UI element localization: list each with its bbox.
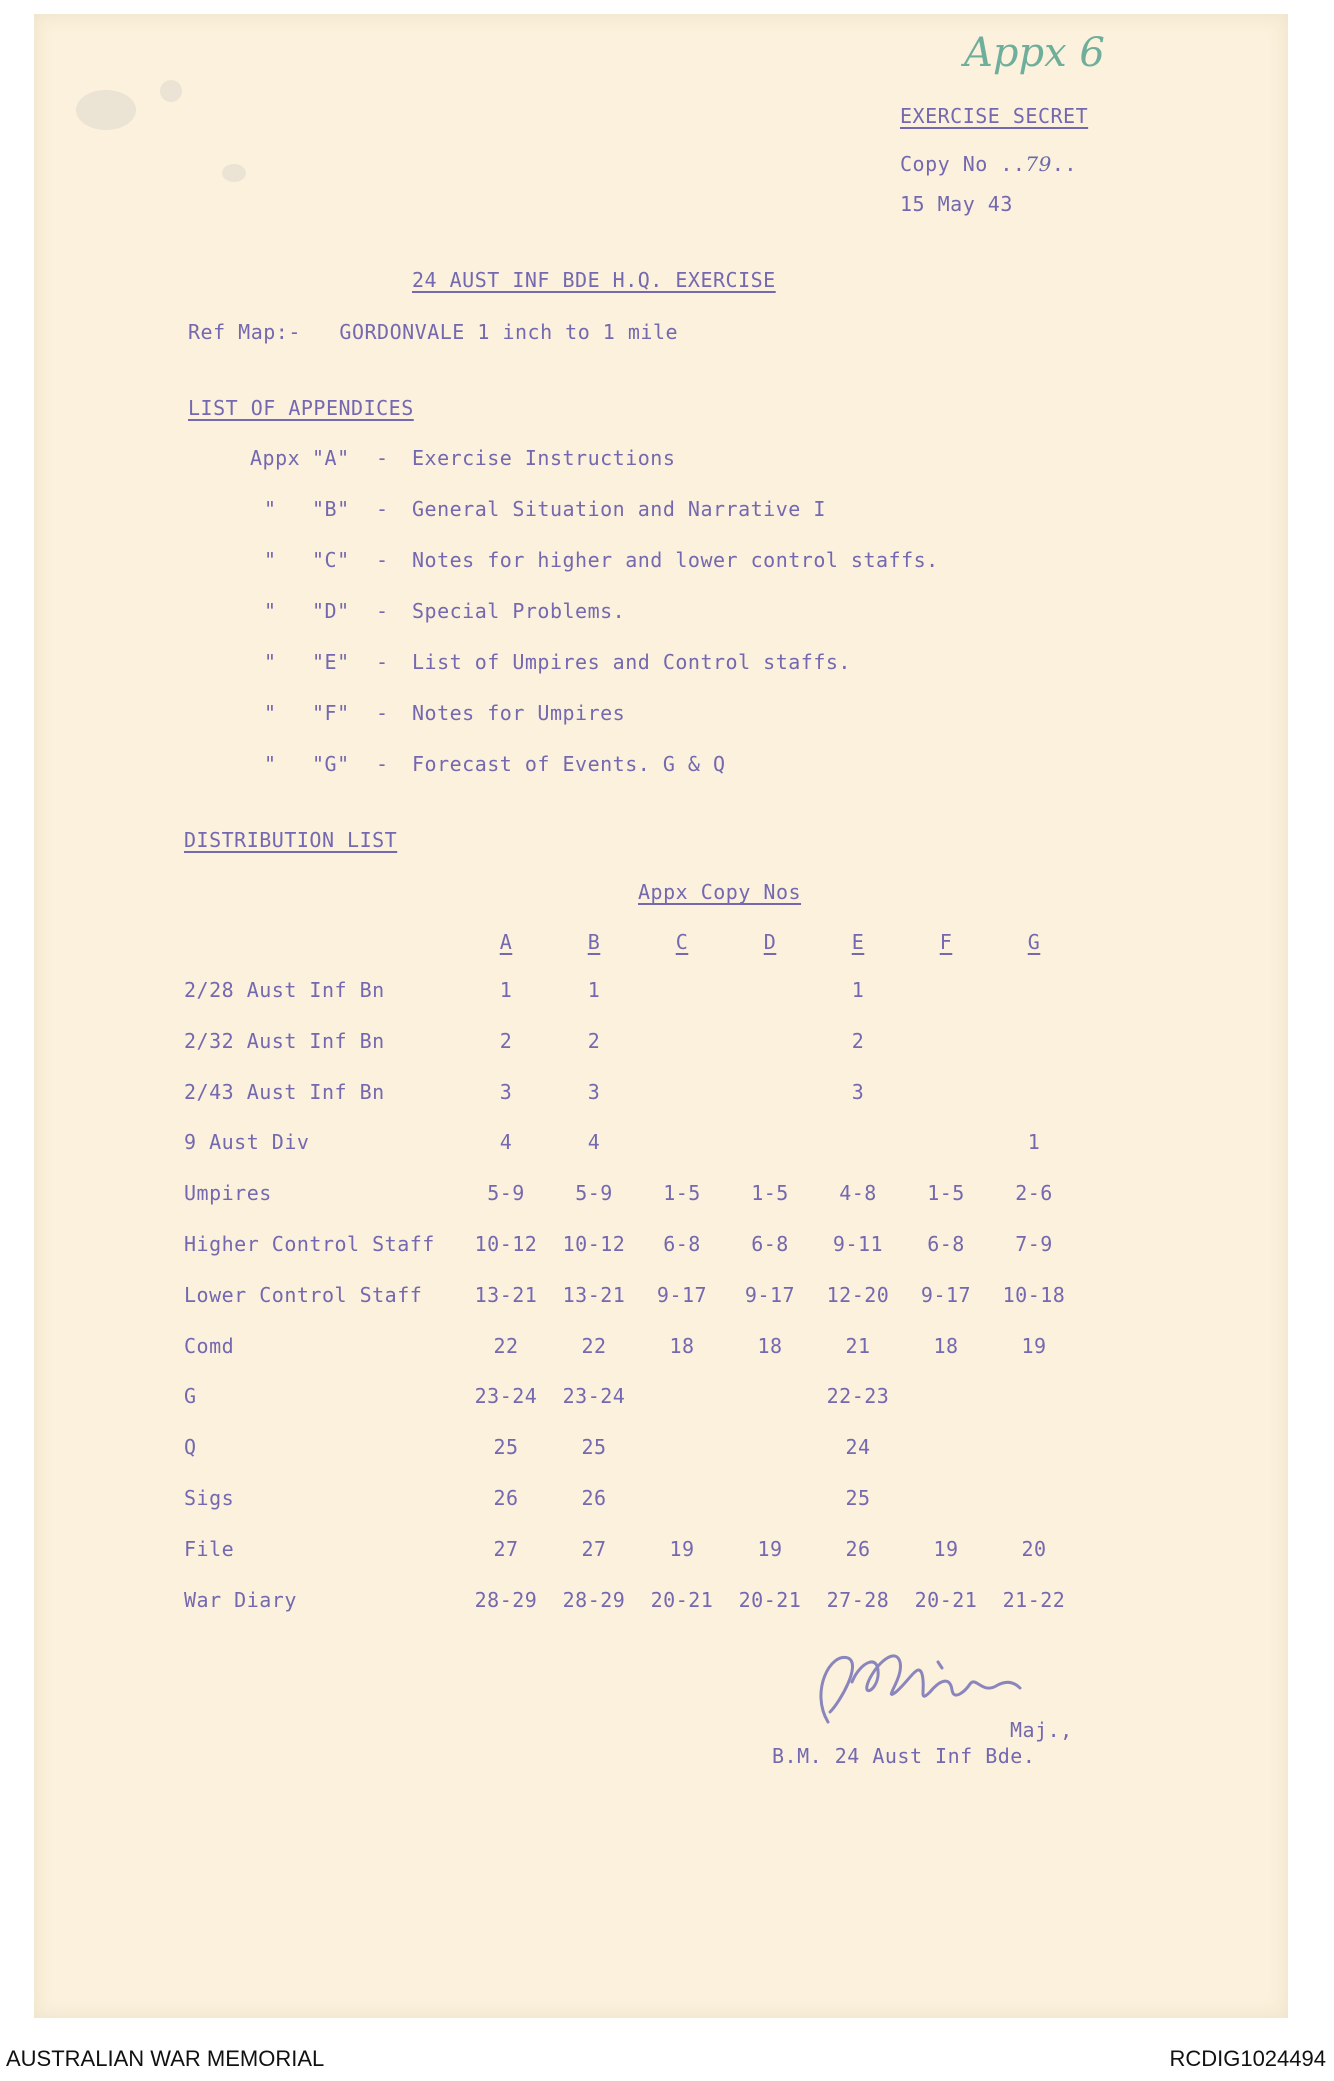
copy-number-cell: 19 (1021, 1334, 1047, 1358)
copy-number-cell: 25 (581, 1435, 607, 1459)
copy-number-cell: 4-8 (839, 1181, 877, 1205)
appendix-letter: "C" (312, 548, 350, 572)
unit-name: War Diary (184, 1588, 297, 1612)
paper-stain (76, 90, 136, 130)
copy-number-cell: 20-21 (650, 1588, 714, 1612)
appendix-dash: - (376, 752, 389, 776)
distribution-subheading: Appx Copy Nos (638, 880, 802, 904)
copy-suffix: .. (1051, 152, 1077, 176)
unit-name: G (184, 1384, 197, 1408)
copy-number-cell: 24 (845, 1435, 871, 1459)
copy-number-cell: 22-23 (826, 1384, 890, 1408)
unit-name: Comd (184, 1334, 235, 1358)
document-date: 15 May 43 (900, 192, 1013, 216)
document-page (34, 14, 1288, 2018)
copy-number-cell: 21 (845, 1334, 871, 1358)
appendix-letter: "A" (312, 446, 350, 470)
appendix-ditto: " (264, 701, 277, 725)
paper-stain (222, 164, 246, 182)
appendix-ditto: " (264, 497, 277, 521)
copy-number-cell: 27 (493, 1537, 519, 1561)
copy-number-cell: 3 (851, 1080, 865, 1104)
copy-number-cell: 1-5 (751, 1181, 789, 1205)
appendix-title: Special Problems. (412, 599, 626, 623)
copy-number-cell: 20-21 (914, 1588, 978, 1612)
appendix-ditto: " (264, 752, 277, 776)
copy-number-cell: 28-29 (474, 1588, 538, 1612)
appendix-letter: "D" (312, 599, 350, 623)
copy-number-cell: 4 (499, 1130, 513, 1154)
copy-number-cell: 1-5 (927, 1181, 965, 1205)
appendix-dash: - (376, 497, 389, 521)
copy-number-cell: 4 (587, 1130, 601, 1154)
appendix-letter: "E" (312, 650, 350, 674)
column-header: B (587, 930, 601, 954)
appendices-heading: LIST OF APPENDICES (188, 396, 414, 420)
security-classification: EXERCISE SECRET (900, 104, 1089, 128)
copy-number-cell: 22 (493, 1334, 519, 1358)
copy-number-cell: 27-28 (826, 1588, 890, 1612)
distribution-heading: DISTRIBUTION LIST (184, 828, 398, 852)
column-header: F (939, 930, 953, 954)
copy-number-cell: 7-9 (1015, 1232, 1053, 1256)
copy-number-cell: 26 (845, 1537, 871, 1561)
copy-number-cell: 26 (493, 1486, 519, 1510)
copy-number-cell: 25 (845, 1486, 871, 1510)
copy-number-cell: 9-17 (920, 1283, 972, 1307)
copy-number-cell: 1 (1027, 1130, 1041, 1154)
appendix-dash: - (376, 701, 389, 725)
copy-number-cell: 1-5 (663, 1181, 701, 1205)
appendix-dash: - (376, 599, 389, 623)
column-header: D (763, 930, 777, 954)
copy-number-cell: 10-12 (562, 1232, 626, 1256)
copy-number-cell: 18 (669, 1334, 695, 1358)
copy-number-cell: 1 (587, 978, 601, 1002)
copy-number-cell: 19 (933, 1537, 959, 1561)
signatory-appointment: B.M. 24 Aust Inf Bde. (772, 1744, 1036, 1768)
appendix-dash: - (376, 548, 389, 572)
copy-number-cell: 26 (581, 1486, 607, 1510)
appendix-dash: - (376, 446, 389, 470)
handwritten-appendix-note: Appx 6 (964, 30, 1105, 76)
unit-name: Higher Control Staff (184, 1232, 435, 1256)
copy-number: 79 (1025, 152, 1052, 176)
copy-number-cell: 3 (587, 1080, 601, 1104)
appendix-title: General Situation and Narrative I (412, 497, 826, 521)
copy-number-cell: 1 (499, 978, 513, 1002)
appendix-ditto: " (264, 548, 277, 572)
column-header: E (851, 930, 865, 954)
appendix-ditto: " (264, 599, 277, 623)
copy-number-cell: 6-8 (751, 1232, 789, 1256)
copy-number-line (900, 152, 1077, 176)
copy-number-cell: 10-12 (474, 1232, 538, 1256)
appendix-title: Forecast of Events. G & Q (412, 752, 726, 776)
appendix-letter: "G" (312, 752, 350, 776)
unit-name: 2/32 Aust Inf Bn (184, 1029, 385, 1053)
unit-name: File (184, 1537, 235, 1561)
copy-number-cell: 9-17 (744, 1283, 796, 1307)
appendix-letter: "B" (312, 497, 350, 521)
appendix-ditto: Appx (250, 446, 301, 470)
column-header: C (675, 930, 689, 954)
copy-number-cell: 28-29 (562, 1588, 626, 1612)
copy-number-cell: 2 (499, 1029, 513, 1053)
appendix-dash: - (376, 650, 389, 674)
ref-map-value: GORDONVALE 1 inch to 1 mile (339, 320, 679, 344)
copy-number-cell: 23-24 (562, 1384, 626, 1408)
copy-number-cell: 9-11 (832, 1232, 884, 1256)
copy-number-cell: 20 (1021, 1537, 1047, 1561)
copy-number-cell: 9-17 (656, 1283, 708, 1307)
copy-number-cell: 19 (669, 1537, 695, 1561)
copy-number-cell: 19 (757, 1537, 783, 1561)
appendix-title: Exercise Instructions (412, 446, 676, 470)
unit-name: Umpires (184, 1181, 272, 1205)
copy-number-cell: 1 (851, 978, 865, 1002)
copy-number-cell: 5-9 (575, 1181, 613, 1205)
appendix-title: List of Umpires and Control staffs. (412, 650, 851, 674)
copy-number-cell: 12-20 (826, 1283, 890, 1307)
copy-number-cell: 3 (499, 1080, 513, 1104)
handwritten-signature (800, 1632, 1030, 1742)
copy-number-cell: 2-6 (1015, 1181, 1053, 1205)
copy-number-cell: 18 (757, 1334, 783, 1358)
unit-name: Q (184, 1435, 197, 1459)
unit-name: 2/43 Aust Inf Bn (184, 1080, 385, 1104)
archive-credit: AUSTRALIAN WAR MEMORIAL (6, 2046, 325, 2071)
copy-number-cell: 27 (581, 1537, 607, 1561)
unit-name: Lower Control Staff (184, 1283, 423, 1307)
copy-number-cell: 13-21 (474, 1283, 538, 1307)
copy-number-cell: 6-8 (663, 1232, 701, 1256)
archive-reference: RCDIG1024494 (1169, 2046, 1326, 2071)
copy-number-cell: 25 (493, 1435, 519, 1459)
column-header: G (1027, 930, 1041, 954)
appendix-title: Notes for Umpires (412, 701, 626, 725)
appendix-title: Notes for higher and lower control staffs. (412, 548, 939, 572)
copy-label: Copy No .. (900, 152, 1026, 176)
copy-number-cell: 20-21 (738, 1588, 802, 1612)
unit-name: 2/28 Aust Inf Bn (184, 978, 385, 1002)
ref-map-label: Ref Map:- (188, 320, 301, 344)
appendix-letter: "F" (312, 701, 350, 725)
copy-number-cell: 2 (851, 1029, 865, 1053)
copy-number-cell: 5-9 (487, 1181, 525, 1205)
copy-number-cell: 10-18 (1002, 1283, 1066, 1307)
unit-name: Sigs (184, 1486, 235, 1510)
copy-number-cell: 22 (581, 1334, 607, 1358)
ref-map-line (188, 320, 678, 344)
copy-number-cell: 18 (933, 1334, 959, 1358)
copy-number-cell: 2 (587, 1029, 601, 1053)
paper-stain (160, 80, 182, 102)
unit-name: 9 Aust Div (184, 1130, 310, 1154)
signatory-rank: Maj., (1010, 1718, 1073, 1742)
copy-number-cell: 23-24 (474, 1384, 538, 1408)
copy-number-cell: 6-8 (927, 1232, 965, 1256)
document-title: 24 AUST INF BDE H.Q. EXERCISE (412, 268, 776, 292)
copy-number-cell: 21-22 (1002, 1588, 1066, 1612)
appendix-ditto: " (264, 650, 277, 674)
copy-number-cell: 13-21 (562, 1283, 626, 1307)
column-header: A (499, 930, 513, 954)
